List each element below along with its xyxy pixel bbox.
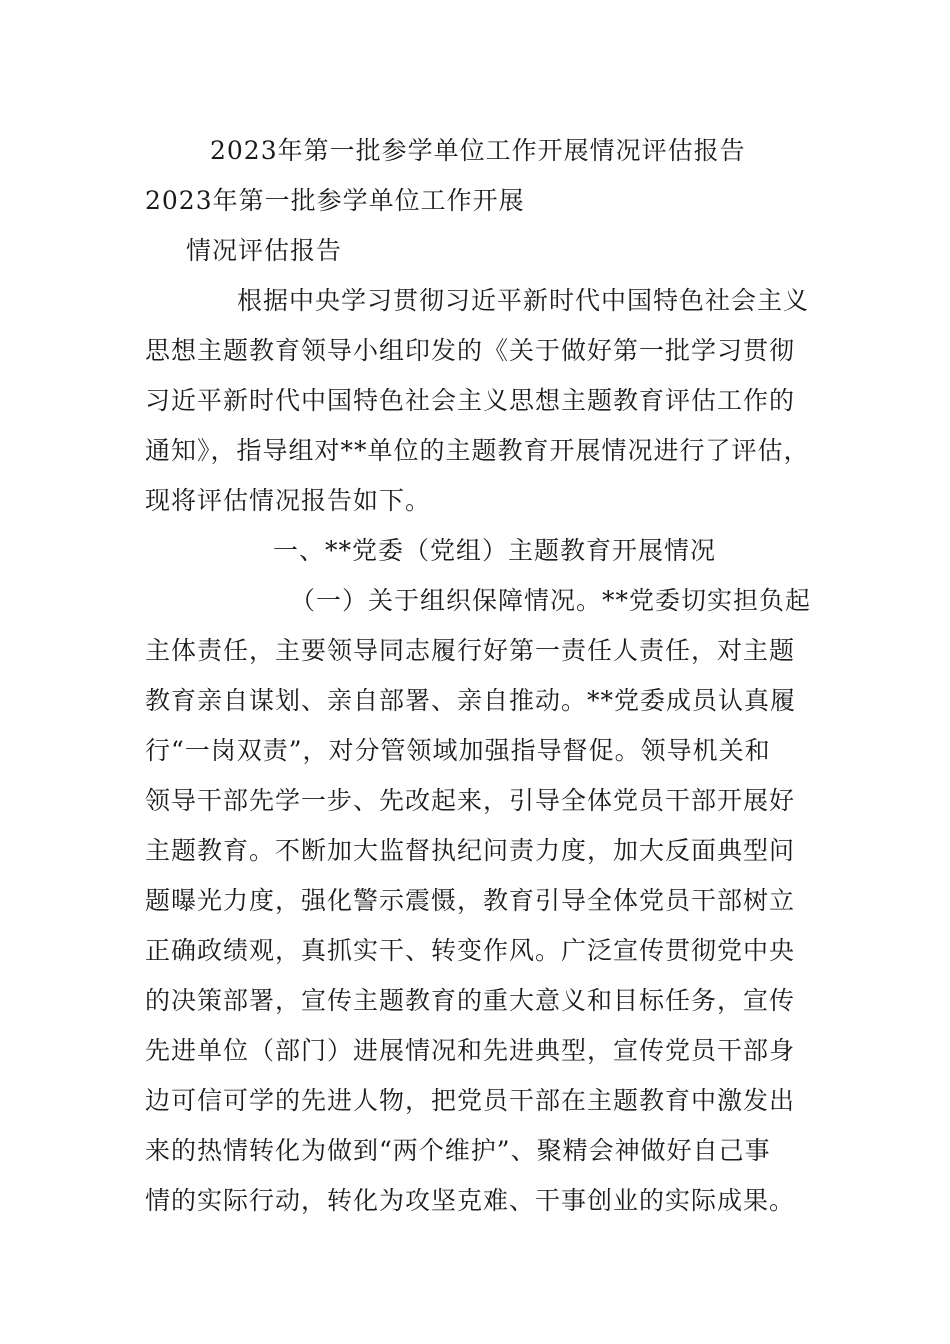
body-line: 主体责任，主要领导同志履行好第一责任人责任，对主题 [145,636,796,665]
body-line: 来的热情转化为做到“两个维护”、聚精会神做好自己事 [145,1136,771,1165]
intro-line: 现将评估情况报告如下。 [145,486,432,515]
intro-line: 通知》，指导组对**单位的主题教育开展情况进行了评估， [145,436,810,465]
subtitle-line-1: 2023年第一批参学单位工作开展 [145,186,525,215]
body-line: 边可信可学的先进人物，把党员干部在主题教育中激发出 [145,1086,796,1115]
body-line: 行“一岗双责”，对分管领域加强指导督促。领导机关和 [145,736,771,765]
body-line: 情的实际行动，转化为攻坚克难、干事创业的实际成果。 [145,1186,796,1215]
document-title: 2023年第一批参学单位工作开展情况评估报告 [210,136,746,165]
section-heading: 一、**党委（党组）主题教育开展情况 [273,536,717,565]
body-line: 教育亲自谋划、亲自部署、亲自推动。**党委成员认真履 [145,686,797,715]
body-line: 领导干部先学一步、先改起来，引导全体党员干部开展好 [145,786,796,815]
body-line: 的决策部署，宣传主题教育的重大意义和目标任务，宣传 [145,986,796,1015]
body-line: 正确政绩观，真抓实干、转变作风。广泛宣传贯彻党中央 [145,936,796,965]
intro-line: 根据中央学习贯彻习近平新时代中国特色社会主义 [237,286,810,315]
intro-line: 习近平新时代中国特色社会主义思想主题教育评估工作的 [145,386,796,415]
subtitle-line-2: 情况评估报告 [186,236,343,265]
body-line: 先进单位（部门）进展情况和先进典型，宣传党员干部身 [145,1036,796,1065]
body-line: （一）关于组织保障情况。**党委切实担负起 [290,586,812,615]
intro-line: 思想主题教育领导小组印发的《关于做好第一批学习贯彻 [145,336,796,365]
body-line: 主题教育。不断加大监督执纪问责力度，加大反面典型问 [145,836,796,865]
body-line: 题曝光力度，强化警示震慑，教育引导全体党员干部树立 [145,886,796,915]
